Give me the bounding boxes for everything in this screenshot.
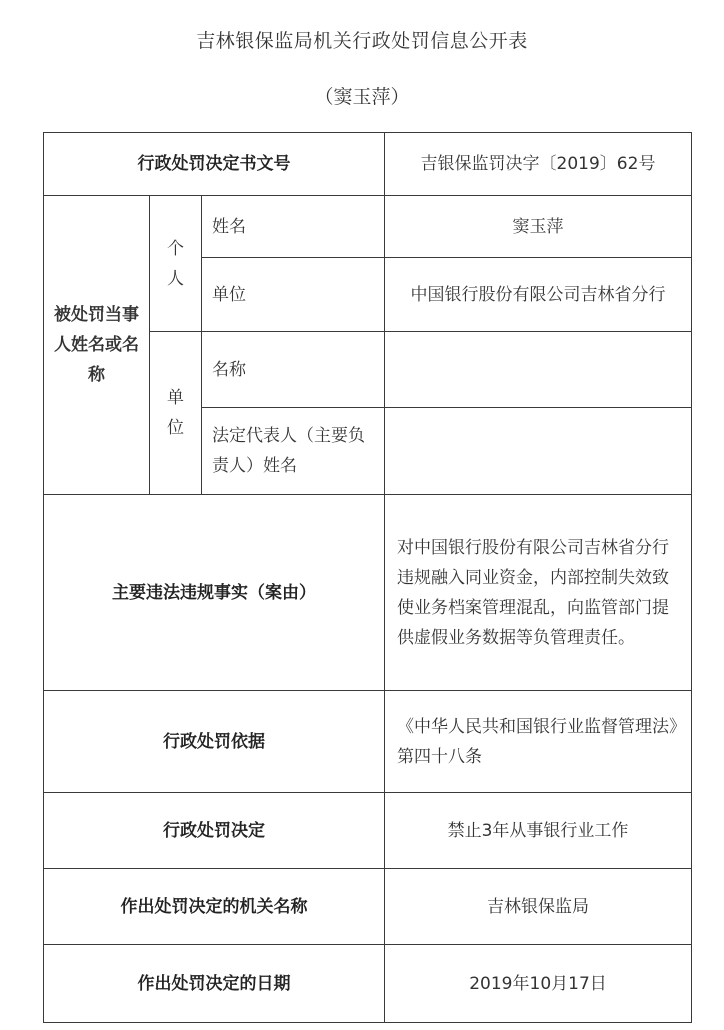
page-title: 吉林银保监局机关行政处罚信息公开表 [196,30,528,52]
facts-value: 对中国银行股份有限公司吉林省分行违规融入同业资金，内部控制失效致使业务档案管理混乱，向监管部门提供虚假业务数据等负管理责任。 [385,495,692,691]
entity-rep-value [385,408,692,495]
authority-label: 作出处罚决定的机关名称 [44,869,385,945]
decision-label: 行政处罚决定 [44,793,385,869]
entity-name-value [385,332,692,408]
table-row [44,196,692,258]
table-row [44,793,692,869]
individual-unit-value: 中国银行股份有限公司吉林省分行 [385,258,692,332]
individual-label-text: 个人 [166,238,184,289]
decision-value: 禁止3年从事银行业工作 [385,793,692,869]
doc-number-label: 行政处罚决定书文号 [44,133,385,196]
table-row [44,133,692,196]
table-row [44,495,692,691]
table-row [44,691,692,793]
individual-name-label: 姓名 [202,196,385,258]
entity-name-label: 名称 [202,332,385,408]
table-row [44,945,692,1023]
date-label: 作出处罚决定的日期 [44,945,385,1023]
basis-label: 行政处罚依据 [44,691,385,793]
basis-value: 《中华人民共和国银行业监督管理法》第四十八条 [385,691,692,793]
party-label-text: 被处罚当事人姓名或名称 [54,305,139,385]
page-subtitle: （窦玉萍） [314,86,410,108]
table-row [44,869,692,945]
individual-name-value: 窦玉萍 [385,196,692,258]
individual-label [150,196,202,332]
doc-number-value: 吉银保监罚决字〔2019〕62号 [385,133,692,196]
facts-label: 主要违法违规事实（案由） [44,495,385,691]
entity-label [150,332,202,495]
authority-value: 吉林银保监局 [385,869,692,945]
party-label [44,196,150,495]
entity-rep-label: 法定代表人（主要负责人）姓名 [202,408,385,495]
penalty-info-table [43,132,692,1023]
individual-unit-label: 单位 [202,258,385,332]
entity-label-text: 单位 [166,388,184,438]
date-value: 2019年10月17日 [385,945,692,1023]
